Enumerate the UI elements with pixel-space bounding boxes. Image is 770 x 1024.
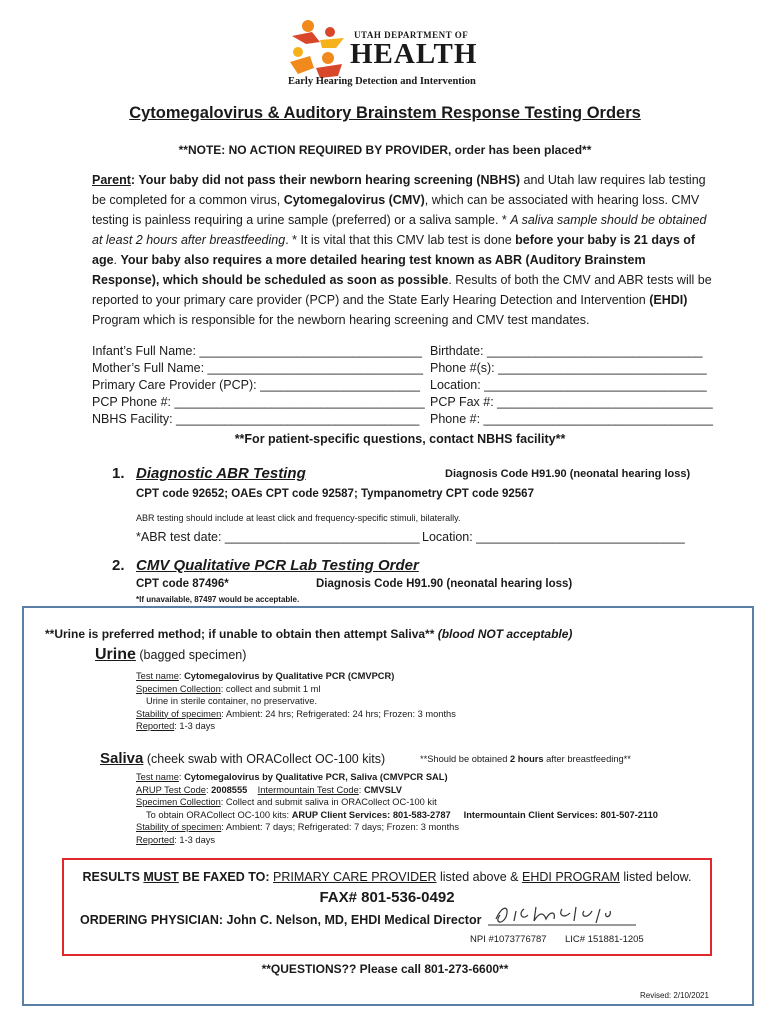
para-p2: and Utah law requires lab testing be completed for a common virus, [92, 173, 706, 207]
abr-heading: Diagnostic ABR Testing [136, 465, 306, 482]
logo-line3: Early Hearing Detection and Intervention [288, 76, 476, 87]
license-number: LIC# 151881-1205 [565, 934, 644, 945]
cmv-heading: CMV Qualitative PCR Lab Testing Order [136, 557, 419, 574]
urine-test-name-label: Test name [136, 671, 179, 681]
im-code: CMVSLV [363, 784, 403, 795]
abr-instruction: ABR testing should include at least click and frequency-specific stimuli, bilaterally. [136, 513, 461, 523]
fields-left [92, 343, 432, 428]
arup-code: 2008555 [211, 784, 248, 795]
saliva-obtain: To obtain ORACollect OC-100 kits: [146, 809, 292, 820]
physician-name: : John C. Nelson, MD, EHDI Medical Director [218, 913, 482, 927]
saliva-note-c: after breastfeeding** [543, 754, 631, 764]
urine-reported-label: Reported [136, 721, 175, 731]
para-p10: . Results of both the CMV and ABR tests will be reported to your primary care provider (PCP) and the State Early Hearing Detection and Intervention [92, 273, 712, 307]
urine-heading-row [95, 646, 246, 664]
results-a: RESULTS [82, 870, 144, 884]
field-infant-name[interactable]: Infant’s Full Name: ________________________________ [92, 344, 422, 358]
saliva-note-b: 2 hours [509, 754, 544, 764]
urine-test-name: Cytomegalovirus by Qualitative PCR (CMVPCR) [184, 671, 395, 681]
para-p1: : Your baby did not pass their newborn hearing screening (NBHS) [130, 173, 521, 187]
people-figures-icon [286, 18, 350, 82]
saliva-stability-label: Stability of specimen [136, 822, 222, 832]
urine-sub: (bagged specimen) [135, 648, 247, 662]
arup-services: ARUP Client Services: 801-583-2787 [291, 809, 451, 820]
ehdi-link: EHDI PROGRAM [521, 870, 620, 884]
saliva-details: Test name: Cytomegalovirus by Qualitative PCR, Saliva (CMVPCR SAL) ARUP Test Code: 2008555 Intermountain Test Code: CMVSLV Specimen Collection: Collect and submit saliva in ORACollect OC-100 kit To obtain ORACollect OC-100 kits: ARUP Client Services: 801-583-2787 Intermountain Client Services: 801-507-2110 Stability of specimen: Ambient: 7 days; Refrigerated: 7 days; Frozen: 3 months Reported: 1-3 days [136, 772, 658, 845]
para-p12: Program which is responsible for the newborn hearing screening and CMV test mandates. [92, 313, 590, 327]
urine-collection: : collect and submit 1 ml [220, 683, 321, 694]
saliva-collection: : Collect and submit saliva in ORACollect OC-100 kit [220, 797, 437, 807]
field-pcp[interactable]: Primary Care Provider (PCP): _______________________ [92, 378, 420, 392]
urine-heading: Urine [95, 646, 136, 663]
blood-not-acceptable: (blood NOT acceptable) [437, 627, 573, 641]
saliva-reported-label: Reported [136, 834, 175, 845]
field-facility-phone[interactable]: Phone #: _________________________________ [430, 412, 713, 426]
preferred-method [45, 627, 572, 641]
saliva-note [420, 754, 631, 764]
saliva-stability: : Ambient: 7 days; Refrigerated: 7 days; Frozen: 3 months [221, 822, 459, 832]
saliva-test-name-label: Test name [136, 772, 179, 782]
saliva-collection-label: Specimen Collection [136, 797, 221, 807]
urine-collection-label: Specimen Collection [136, 683, 221, 694]
saliva-note-a: **Should be obtained [420, 754, 510, 764]
urine-reported: : 1-3 days [174, 721, 216, 731]
provider-note: **NOTE: NO ACTION REQUIRED BY PROVIDER, order has been placed** [178, 143, 592, 157]
fax-number: FAX# 801-536-0492 [319, 889, 455, 906]
abr-number: 1. [112, 465, 125, 482]
im-code-label: Intermountain Test Code [257, 784, 359, 795]
cmv-note: *If unavailable, 87497 would be acceptable. [136, 595, 300, 604]
para-p8: . [113, 253, 121, 267]
field-nbhs-facility[interactable]: NBHS Facility: ___________________________________ [92, 412, 420, 426]
parent-label: Parent [92, 173, 131, 187]
utah-health-logo [286, 16, 486, 92]
field-birthdate[interactable]: Birthdate: _______________________________ [430, 344, 703, 358]
im-services: Intermountain Client Services: 801-507-2110 [463, 809, 658, 820]
arup-code-label: ARUP Test Code [136, 784, 206, 795]
physician-signature [488, 901, 638, 929]
revised-date: Revised: 2/10/2021 [640, 991, 709, 1000]
urine-stability-label: Stability of specimen [136, 708, 222, 719]
saliva-heading-row [100, 750, 385, 768]
abr-cpt: CPT code 92652; OAEs CPT code 92587; Tympanometry CPT code 92567 [136, 488, 534, 500]
results-middle: listed above & [436, 870, 522, 884]
field-location[interactable]: Location: ________________________________ [430, 378, 707, 392]
cmv-diagnosis: Diagnosis Code H91.90 (neonatal hearing loss) [316, 578, 573, 590]
cmv-cpt: CPT code 87496* [136, 578, 229, 590]
field-pcp-fax[interactable]: PCP Fax #: _______________________________ [430, 395, 713, 409]
pcp-link: PRIMARY CARE PROVIDER [273, 870, 437, 884]
urine-details: Test name: Cytomegalovirus by Qualitative PCR (CMVPCR) Specimen Collection: collect and submit 1 ml Urine in sterile container, no preservative. Stability of specimen: Ambient: 24 hrs; Refrigerated: 24 hrs; Frozen: 3 months Reported: 1-3 days [136, 670, 696, 733]
urine-collection2: Urine in sterile container, no preservative. [146, 696, 318, 706]
para-p7: before your baby is 21 days of age [92, 233, 696, 267]
abr-diagnosis: Diagnosis Code H91.90 (neonatal hearing loss) [445, 468, 691, 480]
logo-line1: UTAH DEPARTMENT OF [354, 30, 469, 40]
abr-location-field[interactable]: Location: ______________________________ [422, 530, 685, 544]
saliva-sub: (cheek swab with ORACollect OC-100 kits) [143, 752, 386, 766]
cmv-number: 2. [112, 557, 125, 574]
results-line [62, 870, 712, 884]
para-p3: Cytomegalovirus (CMV) [283, 193, 425, 207]
field-pcp-phone[interactable]: PCP Phone #: ____________________________________ [92, 395, 425, 409]
results-b: BE FAXED TO: [178, 870, 274, 884]
saliva-heading: Saliva [100, 750, 144, 767]
saliva-test-name: Cytomegalovirus by Qualitative PCR, Saliva (CMVPCR SAL) [184, 772, 448, 782]
logo-line2: HEALTH [350, 38, 478, 70]
fields-right [430, 343, 714, 428]
field-phones[interactable]: Phone #(s): ______________________________ [430, 361, 707, 375]
parent-paragraph [92, 170, 712, 330]
para-p9: Your baby also requires a more detailed hearing test known as ABR (Auditory Brainstem Response), which should be scheduled as soon as possible [92, 253, 646, 287]
field-mother-name[interactable]: Mother’s Full Name: _______________________________ [92, 361, 424, 375]
physician-label: ORDERING PHYSICIAN [80, 913, 219, 927]
para-p11: (EHDI) [649, 293, 688, 307]
para-p4: , which can be associated with hearing loss. CMV testing is painless requiring a urine sample (preferred) or a saliva sample. * [92, 193, 700, 227]
page-title: Cytomegalovirus & Auditory Brainstem Response Testing Orders [129, 104, 641, 122]
contact-note: **For patient-specific questions, contact NBHS facility** [234, 432, 566, 446]
para-p5: A saliva sample should be obtained at least 2 hours after breastfeeding [92, 213, 707, 247]
questions-line: **QUESTIONS?? Please call 801-273-6600** [261, 962, 509, 976]
para-p6: . * It is vital that this CMV lab test is done [285, 233, 516, 247]
abr-date-field[interactable]: *ABR test date: ____________________________ [136, 530, 420, 544]
preferred-text: **Urine is preferred method; if unable to obtain then attempt Saliva** [45, 627, 438, 641]
npi-number: NPI #1073776787 [470, 934, 547, 945]
saliva-reported: : 1-3 days [174, 834, 216, 845]
results-end: listed below. [619, 870, 692, 884]
ordering-physician [80, 913, 481, 927]
results-must: MUST [143, 870, 179, 884]
urine-stability: : Ambient: 24 hrs; Refrigerated: 24 hrs; Frozen: 3 months [221, 708, 456, 719]
